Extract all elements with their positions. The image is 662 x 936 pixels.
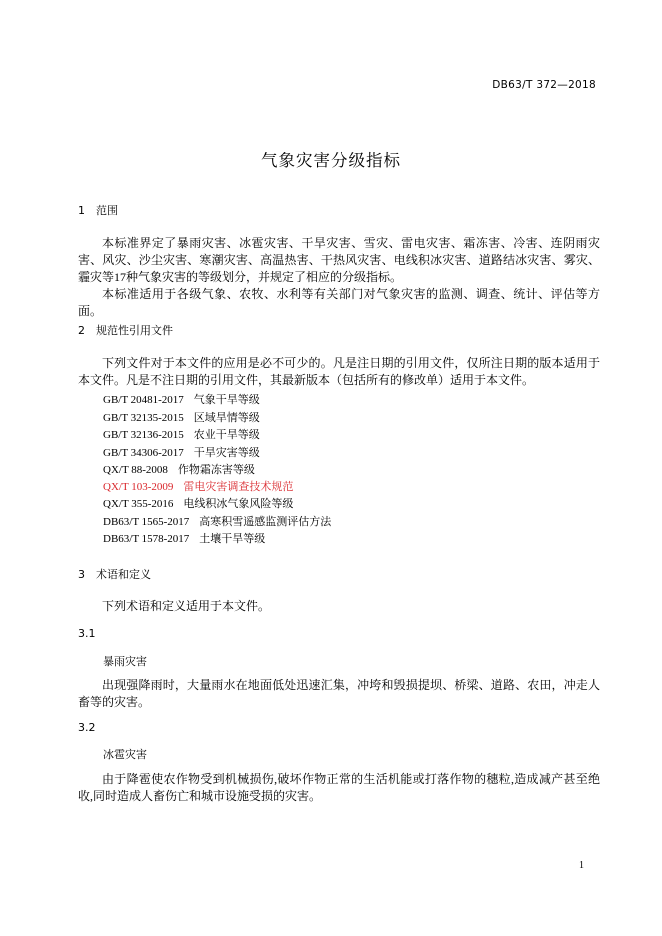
- reference-item: [103, 391, 260, 407]
- reference-name: 区域旱情等级: [193, 412, 260, 424]
- scope-paragraph-1: 本标准界定了暴雨灾害、冰雹灾害、干旱灾害、雪灾、雷电灾害、霜冻害、冷害、连阴雨灾害、风灾、沙尘灾害、寒潮灾害、高温热害、干热风灾害、电线积冰灾害、道路结冰灾害、雾灾、霾灾等17种气象灾害的等级划分，并规定了相应的分级指标。: [78, 236, 600, 284]
- reference-name: 农业干旱等级: [193, 429, 260, 441]
- reference-item-highlighted: [103, 478, 293, 494]
- section-heading-terms: [78, 566, 151, 582]
- reference-name: 作物霜冻害等级: [177, 464, 255, 476]
- reference-code: DB63/T 1578-2017: [103, 533, 190, 545]
- section-title: 规范性引用文件: [96, 324, 173, 337]
- term-title: 冰雹灾害: [103, 748, 147, 761]
- page-title: 气象灾害分级指标: [261, 151, 401, 170]
- reference-code: GB/T 34306-2017: [103, 447, 184, 459]
- reference-item: [103, 461, 255, 477]
- page-number: 1: [579, 860, 584, 871]
- section-number: 2: [78, 324, 85, 337]
- subsection-number: 3.1: [78, 627, 96, 640]
- reference-item: [103, 530, 265, 546]
- reference-name: 高寒积雪遥感监测评估方法: [199, 516, 332, 528]
- reference-code: GB/T 20481-2017: [103, 394, 184, 406]
- section-title: 术语和定义: [96, 568, 151, 581]
- reference-item: [103, 513, 331, 529]
- section-number: 3: [78, 568, 85, 581]
- term-definition: 由于降雹使农作物受到机械损伤,破坏作物正常的生活机能或打落作物的穗粒,造成减产甚至绝收,同时造成人畜伤亡和城市设施受损的灾害。: [78, 772, 600, 803]
- terms-intro: 下列术语和定义适用于本文件。: [102, 599, 271, 613]
- reference-item: [103, 444, 260, 460]
- section-heading-normative-refs: [78, 322, 173, 338]
- reference-code: QX/T 355-2016: [103, 498, 174, 510]
- standard-number: DB63/T 372—2018: [492, 79, 596, 91]
- reference-name: 电线积冰气象风险等级: [183, 498, 294, 510]
- section-title: 范围: [96, 204, 118, 217]
- reference-name: 气象干旱等级: [193, 394, 260, 406]
- reference-code: GB/T 32136-2015: [103, 429, 184, 441]
- reference-item: [103, 426, 260, 442]
- reference-code: QX/T 88-2008: [103, 464, 168, 476]
- reference-item: [103, 409, 260, 425]
- reference-name: 干旱灾害等级: [193, 447, 260, 459]
- section-heading-scope: [78, 202, 118, 218]
- term-title: 暴雨灾害: [103, 655, 147, 668]
- term-definition: 出现强降雨时，大量雨水在地面低处迅速汇集，冲垮和毁损提坝、桥梁、道路、农田，冲走人畜等的灾害。: [78, 678, 600, 709]
- scope-paragraph-2: 本标准适用于各级气象、农牧、水利等有关部门对气象灾害的监测、调查、统计、评估等方面。: [78, 287, 600, 318]
- reference-name: 雷电灾害调查技术规范: [183, 481, 294, 493]
- normative-refs-intro: 下列文件对于本文件的应用是必不可少的。凡是注日期的引用文件，仅所注日期的版本适用于本文件。凡是不注日期的引用文件，其最新版本（包括所有的修改单）适用于本文件。: [78, 356, 600, 387]
- reference-code: QX/T 103-2009: [103, 481, 174, 493]
- section-number: 1: [78, 204, 85, 217]
- reference-code: GB/T 32135-2015: [103, 412, 184, 424]
- reference-code: DB63/T 1565-2017: [103, 516, 190, 528]
- reference-item: [103, 495, 293, 511]
- reference-name: 土壤干旱等级: [199, 533, 266, 545]
- subsection-number: 3.2: [78, 721, 96, 734]
